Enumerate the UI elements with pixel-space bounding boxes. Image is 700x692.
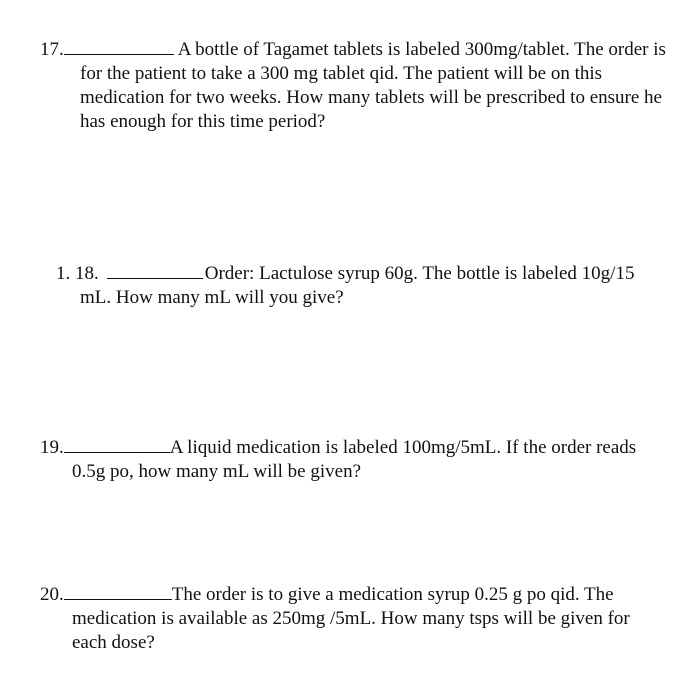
question-19 <box>40 436 636 484</box>
question-18 <box>56 262 634 310</box>
question-18-first-line <box>56 262 634 286</box>
question-text: Order: Lactulose syrup 60g. The bottle is labeled 10g/15 <box>204 263 635 284</box>
answer-blank[interactable] <box>64 583 172 600</box>
question-text: A bottle of Tagamet tablets is labeled 300mg/tablet. The order is <box>177 39 666 60</box>
question-20 <box>40 583 630 655</box>
question-text: The order is to give a medication syrup 0.25 g po qid. The <box>171 584 614 605</box>
answer-blank[interactable] <box>64 436 170 453</box>
question-text: A liquid medication is labeled 100mg/5mL. If the order reads <box>169 437 637 458</box>
question-text: for the patient to take a 300 mg tablet qid. The patient will be on this <box>80 63 603 84</box>
question-number: 1. 18. <box>56 263 99 284</box>
answer-blank[interactable] <box>64 38 174 55</box>
question-number: 20. <box>40 584 64 605</box>
question-19-first-line <box>40 436 636 460</box>
question-17 <box>40 38 666 134</box>
question-text: medication is available as 250mg /5mL. How many tsps will be given for <box>72 608 630 629</box>
answer-blank[interactable] <box>107 262 203 279</box>
question-17-first-line <box>40 38 666 62</box>
question-text: each dose? <box>72 632 155 653</box>
question-text: medication for two weeks. How many tablets will be prescribed to ensure he <box>80 87 662 108</box>
question-number: 19. <box>40 437 64 458</box>
question-number: 17. <box>40 39 64 60</box>
question-text: mL. How many mL will you give? <box>80 287 344 308</box>
question-20-first-line <box>40 583 630 607</box>
question-text: has enough for this time period? <box>80 111 326 132</box>
question-text: 0.5g po, how many mL will be given? <box>72 461 361 482</box>
